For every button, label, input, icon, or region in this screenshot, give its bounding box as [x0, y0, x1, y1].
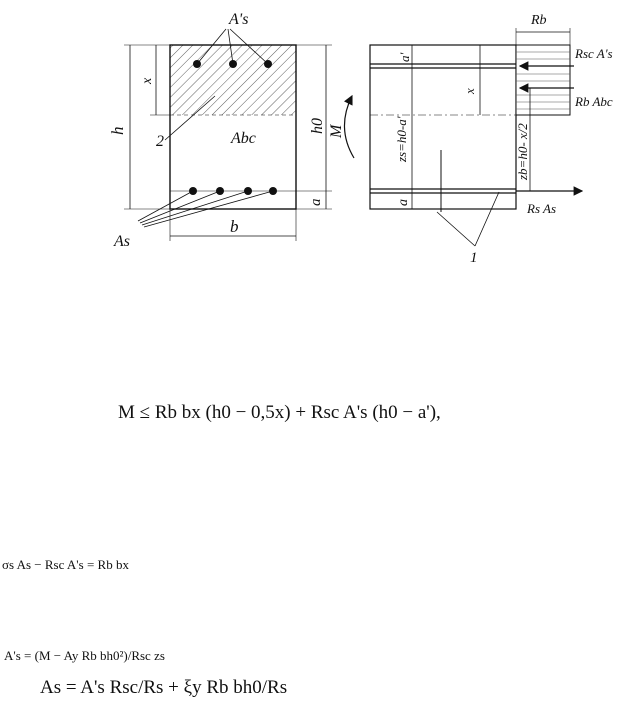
moment-arrow — [344, 96, 354, 158]
label-as-prime: A's — [229, 11, 249, 28]
formula-compression-steel-area: A's = (M − Ay Rb bh0²)/Rsc zs — [4, 648, 165, 663]
label-rs-as: Rs As — [527, 201, 557, 216]
formula-force-equilibrium: σs As − Rsc A's = Rb bx — [2, 557, 129, 572]
label-a-prime: a' — [397, 52, 412, 62]
formula-moment-inequality: M ≤ Rb bx (h0 − 0,5x) + Rsc A's (h0 − a'), — [118, 402, 441, 423]
label-x: x — [140, 77, 155, 84]
label-2: 2 — [156, 133, 164, 150]
label-m: M — [328, 124, 345, 138]
label-b: b — [230, 217, 239, 236]
stress-block — [516, 45, 570, 115]
label-zb: zb=h0- x/2 — [515, 123, 530, 180]
label-x-right: x — [462, 88, 477, 94]
label-abc: Abc — [231, 130, 256, 147]
label-1: 1 — [470, 250, 478, 266]
right-elevation — [370, 13, 613, 266]
beam-cross-section-figure — [0, 0, 618, 270]
label-a: a — [308, 198, 324, 206]
compression-zone-hatched — [170, 45, 296, 115]
left-cross-section — [108, 11, 332, 250]
label-h0: h0 — [309, 118, 326, 134]
label-as: As — [114, 233, 130, 250]
label-rb-top: Rb — [531, 13, 547, 28]
label-rb-abc: Rb Abc — [575, 94, 613, 109]
formula-tension-steel-area: As = A's Rsc/Rs + ξy Rb bh0/Rs — [40, 677, 288, 698]
label-zs: zs=h0-a' — [394, 116, 409, 162]
label-a-right: a — [396, 199, 411, 206]
label-rsc-as: Rsc A's — [575, 46, 613, 61]
label-h: h — [108, 126, 127, 135]
